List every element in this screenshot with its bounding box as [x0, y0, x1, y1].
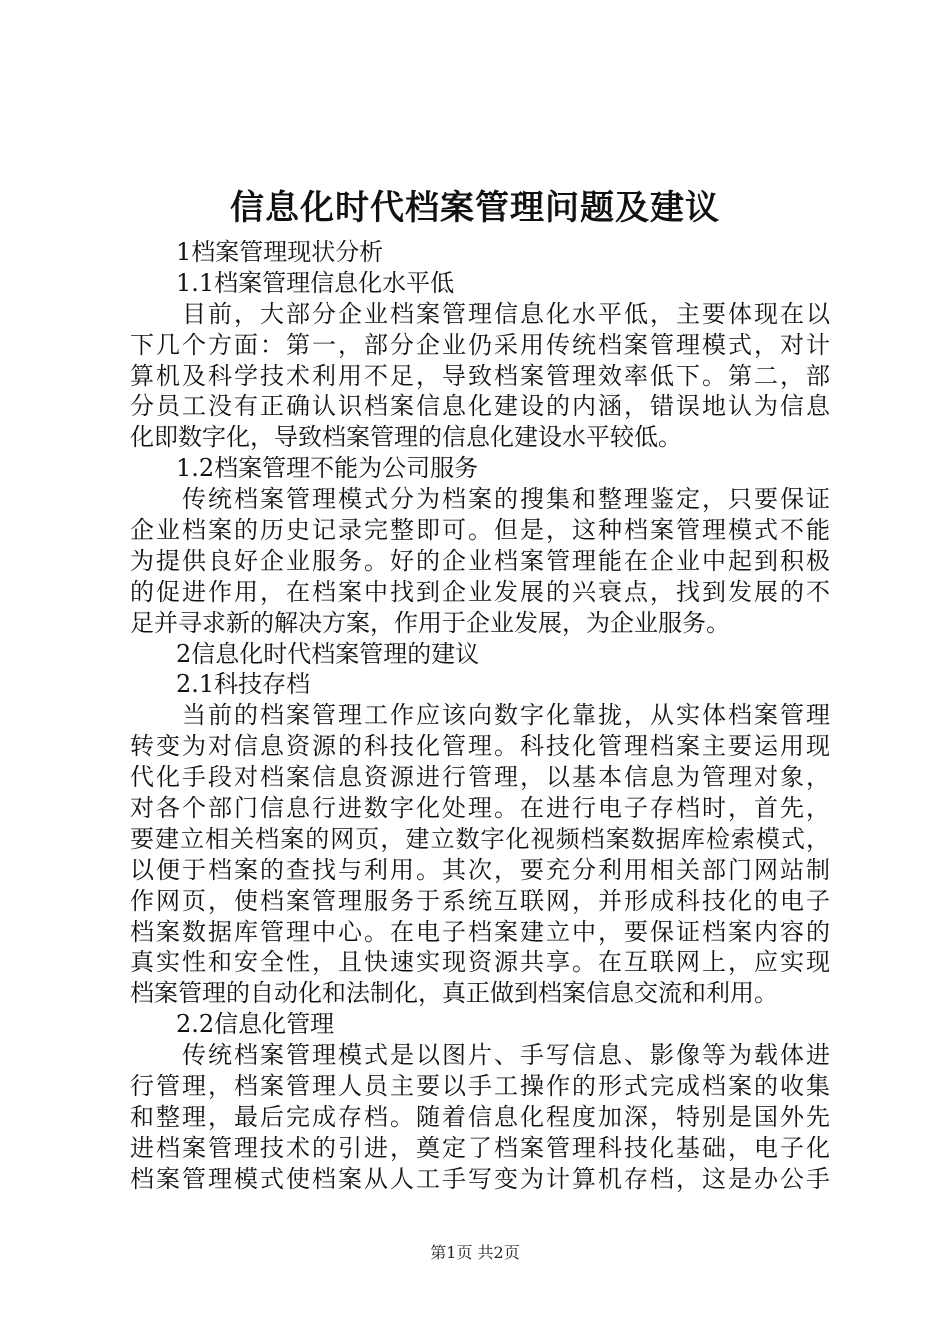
- document-body: [130, 237, 830, 1195]
- section-heading: 2信息化时代档案管理的建议: [176, 639, 480, 668]
- paragraph-line: 当前的档案管理工作应该向数字化靠拢，从实体档案管理: [182, 701, 830, 730]
- paragraph-line: 以便于档案的查找与利用。其次，要充分利用相关部门网站制: [130, 855, 830, 884]
- paragraph-line: 足并寻求新的解决方案，作用于企业发展，为企业服务。: [130, 608, 730, 637]
- subsection-heading: 2.2信息化管理: [176, 1010, 335, 1039]
- paragraph-line: 下几个方面：第一，部分企业仍采用传统档案管理模式，对计: [130, 330, 830, 359]
- paragraph-line: 要建立相关档案的网页，建立数字化视频档案数据库检索模式，: [130, 824, 830, 853]
- page-footer: 第1页 共2页: [430, 1243, 520, 1262]
- paragraph-line: 档案管理模式使档案从人工手写变为计算机存档，这是办公手: [130, 1164, 830, 1193]
- section-heading: 1档案管理现状分析: [176, 238, 384, 266]
- paragraph-line: 对各个部门信息行进数字化处理。在进行电子存档时，首先，: [130, 794, 830, 823]
- paragraph-line: 目前，大部分企业档案管理信息化水平低，主要体现在以: [182, 299, 830, 328]
- paragraph-line: 化即数字化，导致档案管理的信息化建设水平较低。: [130, 423, 682, 452]
- paragraph-line: 算机及科学技术利用不足，导致档案管理效率低下。第二，部: [130, 361, 830, 390]
- paragraph-line: 和整理，最后完成存档。随着信息化程度加深，特别是国外先: [130, 1102, 830, 1131]
- paragraph-line: 档案数据库管理中心。在电子档案建立中，要保证档案内容的: [130, 917, 830, 946]
- subsection-heading: 2.1科技存档: [176, 670, 311, 699]
- paragraph-line: 真实性和安全性，且快速实现资源共享。在互联网上，应实现: [130, 948, 830, 977]
- paragraph-line: 传统档案管理模式是以图片、手写信息、影像等为载体进: [182, 1041, 830, 1070]
- subsection-heading: 1.1档案管理信息化水平低: [176, 268, 455, 297]
- paragraph-line: 进档案管理技术的引进，奠定了档案管理科技化基础，电子化: [130, 1133, 830, 1162]
- document-title: 信息化时代档案管理问题及建议: [230, 188, 720, 228]
- paragraph-line: 档案管理的自动化和法制化，真正做到档案信息交流和利用。: [130, 979, 778, 1008]
- subsection-heading: 1.2档案管理不能为公司服务: [176, 454, 479, 483]
- paragraph-line: 代化手段对档案信息资源进行管理，以基本信息为管理对象，: [130, 763, 830, 792]
- paragraph-line: 行管理，档案管理人员主要以手工操作的形式完成档案的收集: [130, 1072, 830, 1101]
- paragraph-line: 为提供良好企业服务。好的企业档案管理能在企业中起到积极: [130, 546, 830, 575]
- paragraph-line: 转变为对信息资源的科技化管理。科技化管理档案主要运用现: [130, 732, 830, 761]
- paragraph-line: 作网页，使档案管理服务于系统互联网，并形成科技化的电子: [130, 886, 830, 915]
- paragraph-line: 的促进作用，在档案中找到企业发展的兴衰点，找到发展的不: [130, 577, 830, 606]
- paragraph-line: 分员工没有正确认识档案信息化建设的内涵，错误地认为信息: [130, 392, 830, 421]
- paragraph-line: 传统档案管理模式分为档案的搜集和整理鉴定，只要保证: [182, 485, 830, 514]
- paragraph-line: 企业档案的历史记录完整即可。但是，这种档案管理模式不能: [130, 516, 830, 545]
